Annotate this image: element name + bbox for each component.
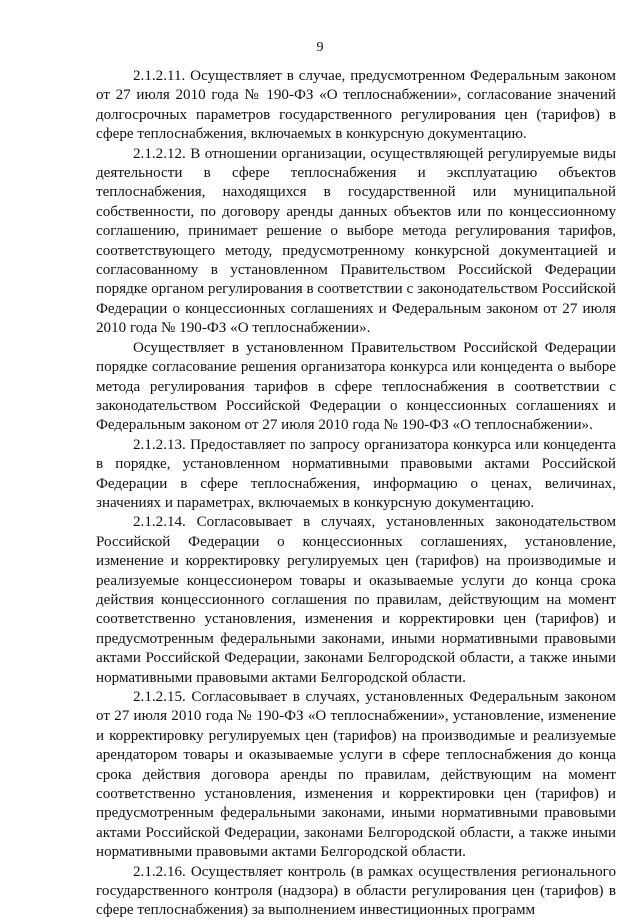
paragraph-2-1-2-12: 2.1.2.12. В отношении организации, осуществляющей регулируемые виды деятельности в сфере теплоснабжения и эксплуатацию объектов теплоснабжения, находящихся в государственной или муниципальной собственности, по договору аренды данных объектов или по концессионному соглашению, принимает решение о выборе метода регулирования тарифов, соответствующего методу, предусмотренному конкурсной документацией и согласованному в установленном Правительством Российской Федерации порядке органом регулирования в соответствии с законодательством Российской Федерации о концессионных соглашениях и Федеральным законом от 27 июля 2010 года № 190-ФЗ «О теплоснабжении». bbox=[96, 145, 616, 337]
paragraph-2-1-2-16: 2.1.2.16. Осуществляет контроль (в рамках осуществления регионального государственного контроля (надзора) в области регулирования цен (тарифов) в сфере теплоснабжения) за выполнением инвестиционных программ bbox=[96, 863, 616, 919]
paragraph-2-1-2-12-continuation: Осуществляет в установленном Правительством Российской Федерации порядке согласование решения организатора конкурса или концедента о выборе метода регулирования тарифов в сфере теплоснабжения в соответствии с законодательством Российской Федерации о концессионных соглашениях и Федеральным законом от 27 июля 2010 года № 190-ФЗ «О теплоснабжении». bbox=[96, 339, 616, 434]
paragraph-2-1-2-14: 2.1.2.14. Согласовывает в случаях, установленных законодательством Российской Федерации о концессионных соглашениях, установление, изменение и корректировку регулируемых цен (тарифов) на производимые и реализуемые концессионером товары и оказываемые услуги до конца срока действия концессионного соглашения по правилам, действующим на момент соответственно установления, изменения и корректировки цен (тарифов) и предусмотренным федеральными законами, иными нормативными правовыми актами Российской Федерации, законами Белгородской области, а также иными нормативными правовыми актами Белгородской области. bbox=[96, 514, 616, 686]
document-body bbox=[96, 67, 616, 921]
paragraph-2-1-2-11: 2.1.2.11. Осуществляет в случае, предусмотренном Федеральным законом от 27 июля 2010 года № 190-ФЗ «О теплоснабжении», согласование значений долгосрочных параметров государственного регулирования цен (тарифов) в сфере теплоснабжения, включаемых в конкурсную документацию. bbox=[96, 68, 616, 143]
paragraph-2-1-2-15: 2.1.2.15. Согласовывает в случаях, установленных Федеральным законом от 27 июля 2010 года № 190-ФЗ «О теплоснабжении», установление, изменение и корректировку регулируемых цен (тарифов) на производимые и реализуемые арендатором товары и оказываемые услуги в сфере теплоснабжения до конца срока действия договора аренды по правилам, действующим на момент соответственно установления, изменения и корректировки цен (тарифов) и предусмотренным федеральными законами, иными нормативными правовыми актами Российской Федерации, законами Белгородской области, а также иными нормативными правовыми актами Белгородской области. bbox=[96, 689, 616, 861]
paragraph-2-1-2-13: 2.1.2.13. Предоставляет по запросу организатора конкурса или концедента в порядке, установленном нормативными правовыми актами Российской Федерации в сфере теплоснабжения, информацию о ценах, величинах, значениях и параметрах, включаемых в конкурсную документацию. bbox=[96, 436, 616, 511]
page-number: 9 bbox=[316, 40, 324, 55]
